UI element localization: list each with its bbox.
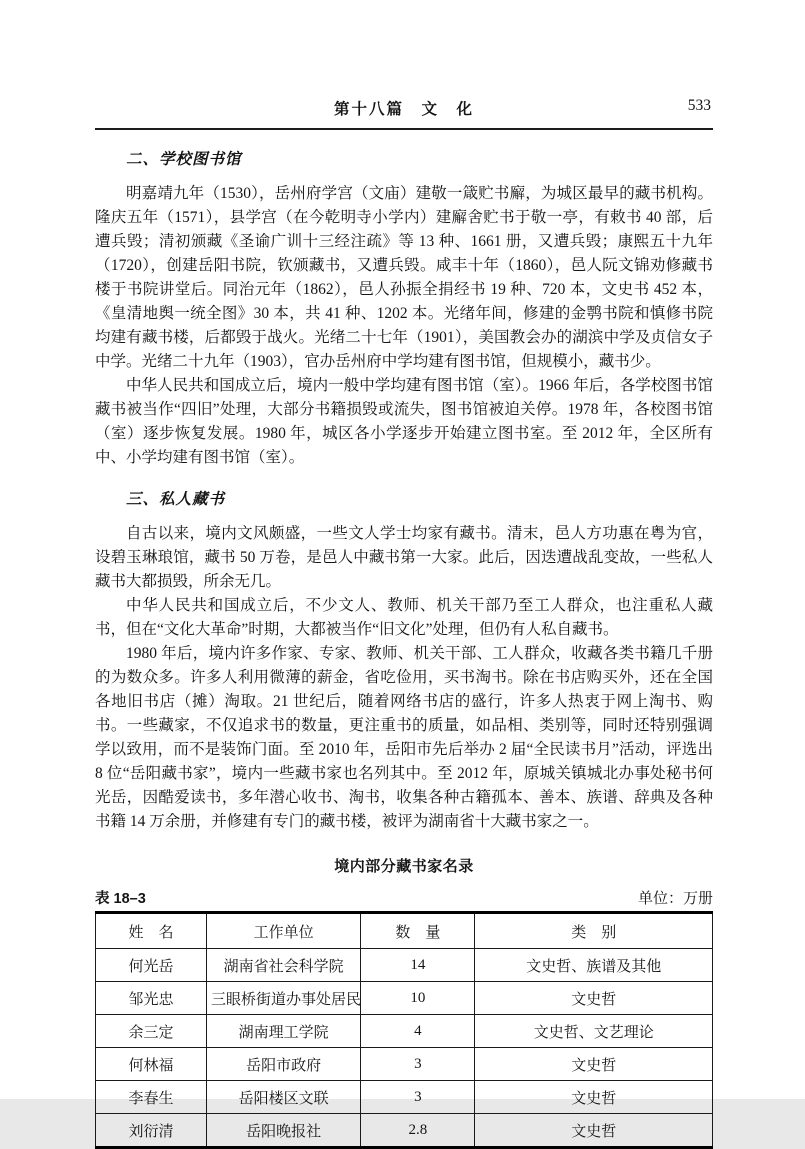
cell-name: 何光岳 xyxy=(96,949,207,982)
cell-category: 文史哲、族谱及其他 xyxy=(475,949,713,982)
cell-category: 文史哲 xyxy=(475,1081,713,1114)
table-unit: 单位：万册 xyxy=(637,891,713,907)
cell-category: 文史哲 xyxy=(475,1114,713,1148)
page-number: 533 xyxy=(687,97,711,114)
paragraph: 明嘉靖九年（1530），岳州府学宫（文庙）建敬一箴贮书廨，为城区最早的藏书机构。隆庆五年（1571），县学宫（在今乾明寺小学内）建廨舍贮书于敬一亭，有敕书 40 部，后遭兵毁；清初颁藏《圣谕广训十三经注疏》等 13 种、1661 册，又遭兵毁；康熙五十九年（1720），创建岳阳书院，钦颁藏书，又遭兵毁。咸丰十年（1860），邑人阮文锦劝修藏书楼于书院讲堂后。同治元年（1862），邑人孙振全捐经书 19 种、720 本，文史书 452 本，《皇清地舆一统全图》30 本，共 41 种、1202 本。光绪年间，修建的金鹗书院和慎修书院均建有藏书楼，后都毁于战火。光绪二十七年（1901），美国教会办的湖滨中学及贞信女子中学。光绪二十九年（1903），官办岳州府中学均建有图书馆，但规模小，藏书少。 xyxy=(95,185,713,370)
table-row xyxy=(96,1081,713,1114)
cell-quantity: 2.8 xyxy=(361,1114,475,1148)
cell-name: 李春生 xyxy=(96,1081,207,1114)
cell-workunit: 三眼桥街道办事处居民 xyxy=(207,982,361,1015)
paragraph: 中华人民共和国成立后，不少文人、教师、机关干部乃至工人群众，也注重私人藏书，但在“文化大革命”时期，大都被当作“旧文化”处理，但仍有人私自藏书。 xyxy=(95,597,713,638)
col-header-quantity: 数 量 xyxy=(361,913,475,949)
table-header-row xyxy=(96,913,713,949)
section-private-collections xyxy=(95,487,713,834)
table-row xyxy=(96,1048,713,1081)
col-header-name: 姓 名 xyxy=(96,913,207,949)
chapter-title: 第十八篇 文 化 xyxy=(333,101,474,118)
cell-workunit: 岳阳楼区文联 xyxy=(207,1081,361,1114)
table-label: 表 18–3 xyxy=(95,891,146,907)
table-block xyxy=(95,855,713,1149)
cell-category: 文史哲 xyxy=(475,1048,713,1081)
section-heading: 三、私人藏书 xyxy=(126,491,226,508)
collectors-table xyxy=(95,911,713,1149)
table-title: 境内部分藏书家名录 xyxy=(334,858,474,875)
col-header-category: 类 别 xyxy=(475,913,713,949)
paragraph: 1980 年后，境内许多作家、专家、教师、机关干部、工人群众，收藏各类书籍几千册的为数众多。许多人利用微薄的薪金，省吃俭用，买书淘书。除在书店购买外，还在全国各地旧书店（摊）淘取。21 世纪后，随着网络书店的盛行，许多人热衷于网上淘书、购书。一些藏家，不仅追求书的数量，更注重书的质量，如品相、类别等，同时还特别强调学以致用，而不是装饰门面。至 2010 年，岳阳市先后举办 2 届“全民读书月”活动，评选出 8 位“岳阳藏书家”，境内一些藏书家也名列其中。至 2012 年，原城关镇城北办事处秘书何光岳，因酷爱读书，多年潜心收书、淘书，收集各种古籍孤本、善本、族谱、辞典及各种书籍 14 万余册，并修建有专门的藏书楼，被评为湖南省十大藏书家之一。 xyxy=(95,645,713,830)
cell-category: 文史哲、文艺理论 xyxy=(475,1015,713,1048)
cell-quantity: 10 xyxy=(361,982,475,1015)
running-head xyxy=(95,97,713,130)
cell-name: 邹光忠 xyxy=(96,982,207,1015)
col-header-workunit: 工作单位 xyxy=(207,913,361,949)
page-content xyxy=(95,0,713,1149)
cell-quantity: 4 xyxy=(361,1015,475,1048)
table-row xyxy=(96,1015,713,1048)
paragraph: 自古以来，境内文风颇盛，一些文人学士均家有藏书。清末，邑人方功惠在粤为官，设碧玉琳琅馆，藏书 50 万卷，是邑人中藏书第一大家。此后，因迭遭战乱变故，一些私人藏书大都损毁，所余无几。 xyxy=(95,525,713,590)
paragraph: 中华人民共和国成立后，境内一般中学均建有图书馆（室）。1966 年后，各学校图书馆藏书被当作“四旧”处理，大部分书籍损毁或流失，图书馆被迫关停。1978 年，各校图书馆（室）逐步恢复发展。1980 年，城区各小学逐步开始建立图书室。至 2012 年，全区所有中、小学均建有图书馆（室）。 xyxy=(95,377,713,466)
table-row xyxy=(96,1114,713,1148)
cell-workunit: 湖南省社会科学院 xyxy=(207,949,361,982)
table-caption-row xyxy=(95,887,713,908)
cell-name: 刘衍清 xyxy=(96,1114,207,1148)
cell-category: 文史哲 xyxy=(475,982,713,1015)
cell-quantity: 14 xyxy=(361,949,475,982)
cell-name: 余三定 xyxy=(96,1015,207,1048)
cell-quantity: 3 xyxy=(361,1081,475,1114)
table-row xyxy=(96,949,713,982)
cell-workunit: 湖南理工学院 xyxy=(207,1015,361,1048)
cell-quantity: 3 xyxy=(361,1048,475,1081)
table-row xyxy=(96,982,713,1015)
cell-workunit: 岳阳晚报社 xyxy=(207,1114,361,1148)
section-school-libraries xyxy=(95,147,713,470)
cell-workunit: 岳阳市政府 xyxy=(207,1048,361,1081)
section-heading: 二、学校图书馆 xyxy=(126,151,242,168)
cell-name: 何林福 xyxy=(96,1048,207,1081)
